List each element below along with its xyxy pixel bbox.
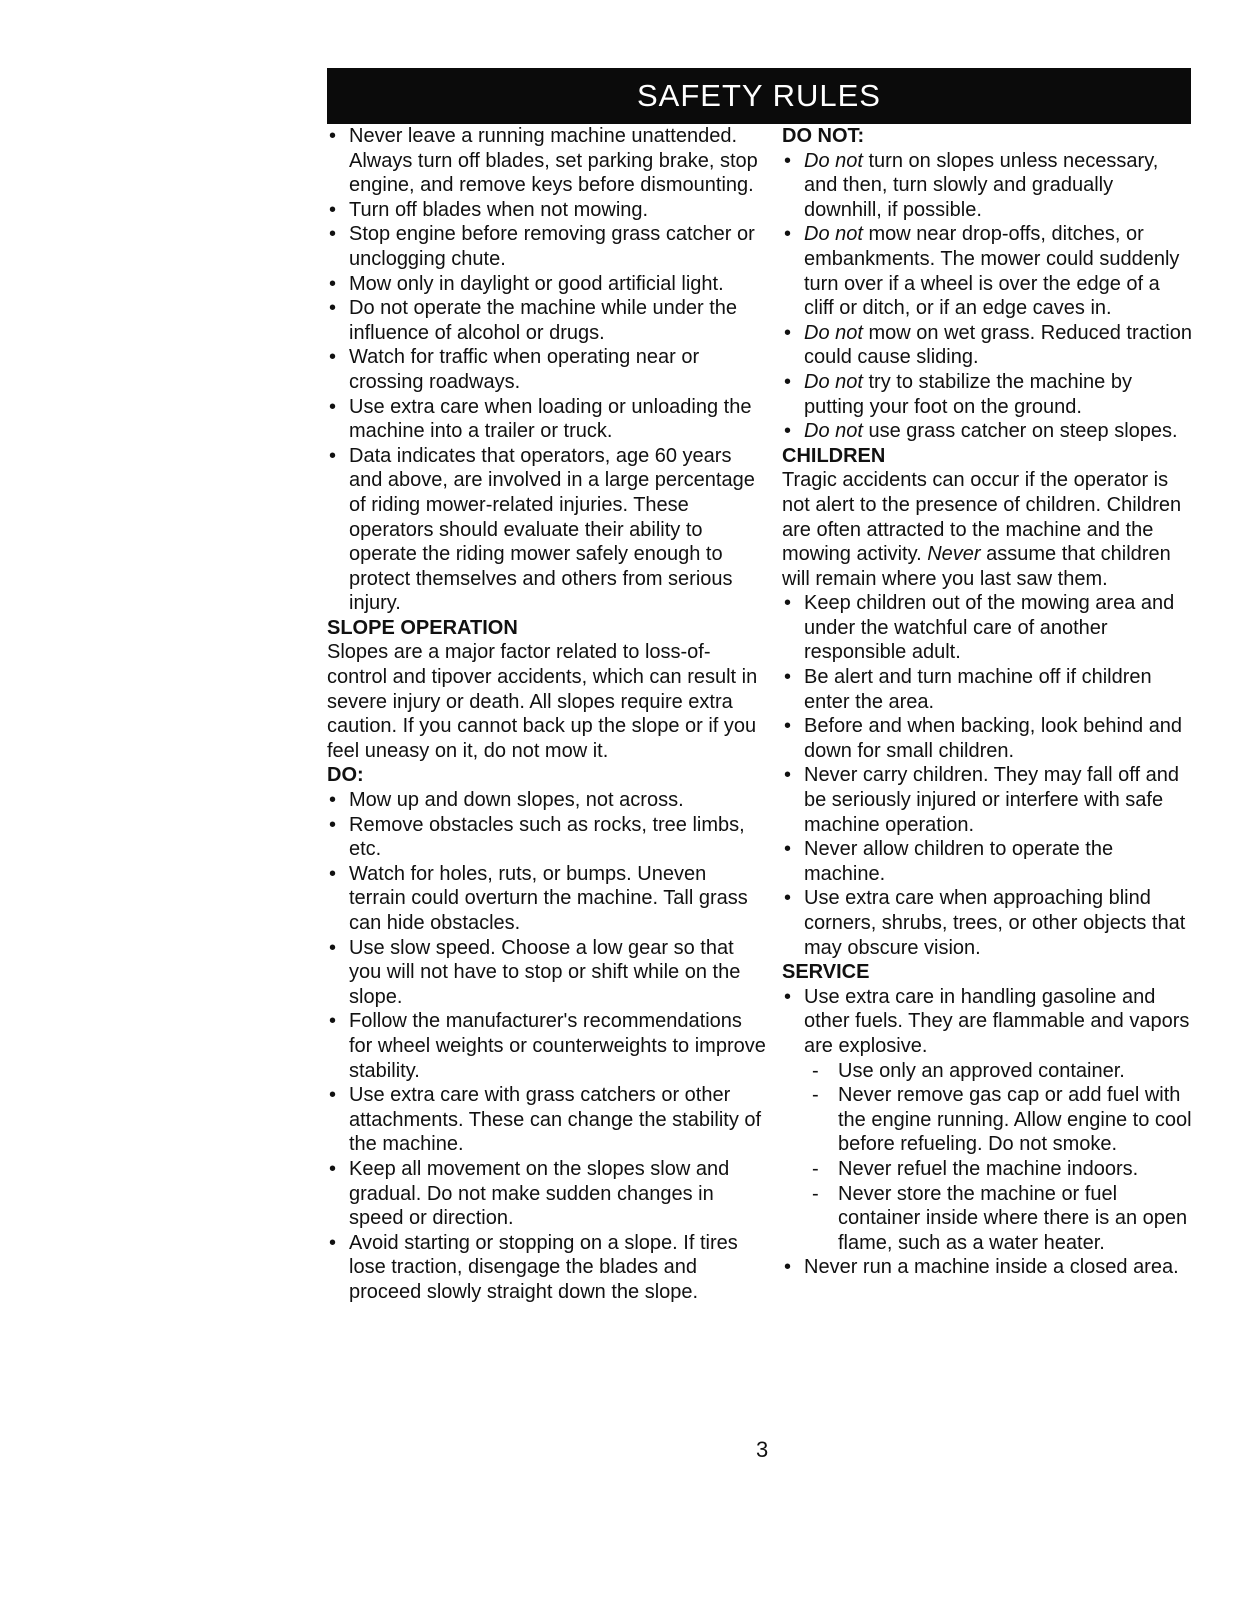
list-item: • Use extra care when loading or unloading the machine into a trailer or truck. [327,395,767,444]
sub-list-item: - Use only an approved container. [782,1059,1192,1084]
slope-operation-text: Slopes are a major factor related to loss-of-control and tipover accidents, which can result in severe injury or death. All slopes require extra caution. If you cannot back up the slope or if you feel uneasy on it, do not mow it. [327,641,758,762]
slope-operation-heading: SLOPE OPERATION [327,616,518,639]
do-not-prefix: Do not [804,321,863,344]
sub-list-item: - Never refuel the machine indoors. [782,1157,1192,1182]
list-item-text: mow on wet grass. Reduced traction could cause sliding. [804,321,1192,369]
list-item: • Data indicates that operators, age 60 years and above, are involved in a large percentage of riding mower-related injuries. These operators should evaluate their ability to operate the riding mower safely enough to protect themselves and others from serious injury. [327,444,767,616]
list-item: • Remove obstacles such as rocks, tree limbs, etc. [327,813,767,862]
list-item [782,321,1192,370]
children-text-b: assume that children will remain where you last saw them. [782,543,1171,590]
list-item: • Watch for holes, ruts, or bumps. Uneven terrain could overturn the machine. Tall grass can hide obstacles. [327,862,767,936]
do-heading: DO: [327,764,364,787]
safety-rules-banner: SAFETY RULES [327,68,1191,124]
list-item: • Use extra care in handling gasoline and other fuels. They are flammable and vapors are explosive. [782,985,1192,1059]
list-item: • Never run a machine inside a closed area. [782,1255,1192,1280]
list-item [782,370,1192,419]
list-item: • Stop engine before removing grass catcher or unclogging chute. [327,222,767,271]
list-item: • Before and when backing, look behind and down for small children. [782,714,1192,763]
do-not-prefix: Do not [804,223,863,246]
list-item [782,222,1192,320]
list-item: • Use extra care with grass catchers or other attachments. These can change the stability of the machine. [327,1083,767,1157]
list-item: • Be alert and turn machine off if children enter the area. [782,665,1192,714]
sub-list-item: - Never remove gas cap or add fuel with the engine running. Allow engine to cool before refueling. Do not smoke. [782,1083,1192,1157]
service-heading: SERVICE [782,961,870,984]
list-item [782,419,1192,444]
list-item: • Never allow children to operate the machine. [782,837,1192,886]
list-item-text: try to stabilize the machine by putting your foot on the ground. [804,370,1132,418]
list-item: • Avoid starting or stopping on a slope. If tires lose traction, disengage the blades and proceed slowly straight down the slope. [327,1231,767,1305]
list-item: • Use extra care when approaching blind corners, shrubs, trees, or other objects that may obscure vision. [782,886,1192,960]
list-item: • Mow only in daylight or good artificial light. [327,272,767,297]
children-text-a: Tragic accidents can occur if the operator is not alert to the presence of children. Children are often attracted to the machine and the mowing activity. [782,469,1182,566]
list-item: • Never leave a running machine unattended. Always turn off blades, set parking brake, stop engine, and remove keys before dismounting. [327,124,767,198]
sub-list-item: - Never store the machine or fuel container inside where there is an open flame, such as a water heater. [782,1182,1192,1256]
list-item: • Keep all movement on the slopes slow and gradual. Do not make sudden changes in speed or direction. [327,1157,767,1231]
list-item: • Never carry children. They may fall off and be seriously injured or interfere with safe machine operation. [782,763,1192,837]
children-text [782,468,1192,591]
left-column [327,124,767,1305]
list-item: • Keep children out of the mowing area and under the watchful care of another responsible adult. [782,591,1192,665]
list-item: • Turn off blades when not mowing. [327,198,767,223]
list-item-text: mow near drop-offs, ditches, or embankments. The mower could suddenly turn over if a wheel is over the edge of a cliff or ditch, or if an edge caves in. [804,223,1180,320]
do-not-prefix: Do not [804,420,863,443]
list-item: • Do not operate the machine while under the influence of alcohol or drugs. [327,296,767,345]
list-item-text: turn on slopes unless necessary, and then, turn slowly and gradually downhill, if possible. [804,149,1159,221]
list-item: • Use slow speed. Choose a low gear so that you will not have to stop or shift while on the slope. [327,936,767,1010]
do-not-heading: DO NOT: [782,125,865,147]
list-item: • Follow the manufacturer's recommendations for wheel weights or counterweights to improve stability. [327,1009,767,1083]
list-item: • Mow up and down slopes, not across. [327,788,767,813]
children-heading: CHILDREN [782,444,886,467]
children-text-em: Never [927,543,981,566]
page-number: 3 [756,1437,769,1462]
list-item-text: use grass catcher on steep slopes. [862,420,1178,443]
right-column [782,124,1192,1280]
list-item [782,149,1192,223]
do-not-prefix: Do not [804,149,863,172]
list-item: • Watch for traffic when operating near or crossing roadways. [327,345,767,394]
do-not-prefix: Do not [804,370,863,393]
